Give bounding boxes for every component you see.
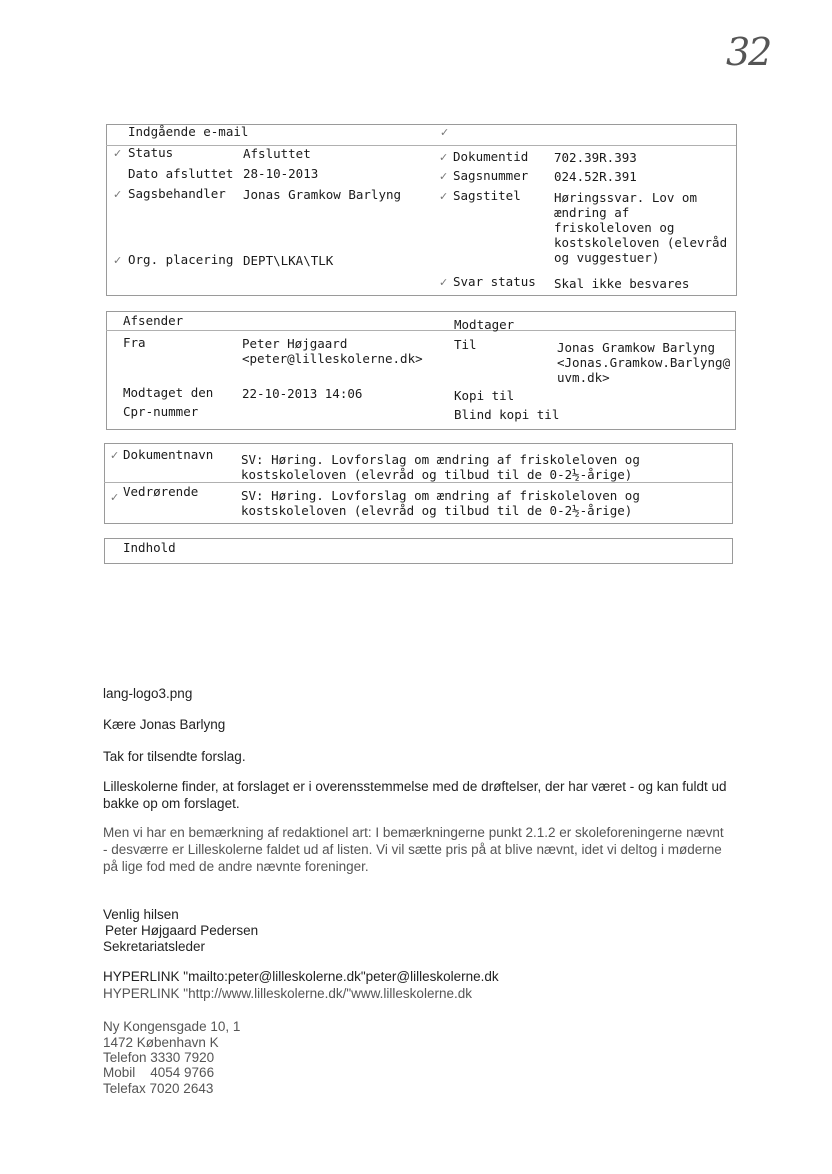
received-label: Modtaget den [123, 385, 214, 400]
reply-status-label: Svar status [453, 274, 536, 289]
org-check-icon: ✓ [113, 254, 123, 267]
signer-title: Sekretariatsleder [103, 939, 206, 954]
case-title-value: Høringssvar. Lov om ændring af friskoleloven og kostskoleloven (elevråd og vuggestuer) [554, 190, 728, 265]
from-label: Fra [123, 335, 146, 350]
status-check-icon: ✓ [113, 147, 123, 160]
signer-name: Peter Højgaard Pedersen [105, 923, 259, 938]
mobile: Mobil 4054 9766 [103, 1065, 215, 1080]
closed-date-value: 28-10-2013 [243, 166, 319, 181]
page-number: 32 [726, 30, 771, 74]
casetitle-check-icon: ✓ [439, 190, 449, 203]
received-value: 22-10-2013 14:06 [242, 386, 363, 401]
phone: Telefon 3330 7920 [103, 1050, 215, 1065]
document-name-label: Dokumentnavn [123, 447, 214, 462]
paragraph-2: Men vi har en bemærkning af redaktionel art: I bemærkningerne punkt 2.1.2 er skoleforeningerne nævnt - desværre er Lilleskolerne faldet ud af listen. Vi vil sætte pris på at blive nævnt, idet vi deltog i møderne på lige fod med de andre nævnte foreninger. [103, 825, 724, 874]
receiver-header: Modtager [454, 317, 515, 332]
to-name: Jonas Gramkow Barlyng [557, 340, 716, 355]
reply-status-check-icon: ✓ [439, 276, 449, 289]
closing: Venlig hilsen [103, 907, 179, 922]
subject-value: SV: Høring. Lovforslag om ændring af friskoleloven og kostskoleloven (elevråd og tilbud til de 0-2½-årige) [241, 488, 640, 518]
case-number-value: 024.52R.391 [554, 169, 637, 184]
reply-status-value: Skal ikke besvares [554, 276, 690, 291]
web-hyperlink: HYPERLINK "http://www.lilleskolerne.dk/"www.lilleskolerne.dk [103, 986, 472, 1001]
email-hyperlink: HYPERLINK "mailto:peter@lilleskolerne.dk"peter@lilleskolerne.dk [103, 969, 499, 984]
docid-check-icon: ✓ [439, 151, 449, 164]
fax: Telefax 7020 2643 [103, 1081, 214, 1096]
content-box [104, 538, 733, 564]
logo-filename: lang-logo3.png [103, 686, 193, 701]
case-title-label: Sagstitel [453, 188, 521, 203]
greeting: Kære Jonas Barlyng [103, 717, 226, 732]
cc-label: Kopi til [454, 388, 515, 403]
cpr-label: Cpr-nummer [123, 404, 199, 419]
docid-label: Dokumentid [453, 149, 529, 164]
org-placement-value: DEPT\LKA\TLK [243, 253, 334, 268]
from-name: Peter Højgaard [242, 336, 348, 351]
caseworker-check-icon: ✓ [113, 188, 123, 201]
address-line-2: 1472 København K [103, 1035, 219, 1050]
email-type-title: Indgående e-mail [128, 124, 249, 139]
to-label: Til [454, 337, 477, 352]
subject-check-icon: ✓ [110, 491, 120, 504]
paragraph-1: Lilleskolerne finder, at forslaget er i overensstemmelse med de drøftelser, der har været - og kan fuldt ud bakke op om forslaget. [103, 779, 727, 811]
from-email: <peter@lilleskolerne.dk> [242, 351, 423, 366]
to-email: <Jonas.Gramkow.Barlyng@uvm.dk> [557, 355, 731, 385]
sender-header: Afsender [123, 313, 184, 328]
caseworker-label: Sagsbehandler [128, 186, 226, 201]
status-label: Status [128, 145, 174, 160]
closed-date-label: Dato afsluttet [128, 166, 234, 181]
docname-check-icon: ✓ [110, 449, 120, 462]
address-line-1: Ny Kongensgade 10, 1 [103, 1019, 241, 1034]
docid-value: 702.39R.393 [554, 150, 637, 165]
thanks-line: Tak for tilsendte forslag. [103, 749, 246, 764]
subject-label: Vedrørende [123, 484, 199, 499]
status-value: Afsluttet [243, 146, 311, 161]
casenum-check-icon: ✓ [439, 170, 449, 183]
bcc-label: Blind kopi til [454, 407, 560, 422]
document-name-value: SV: Høring. Lovforslag om ændring af friskoleloven og kostskoleloven (elevråd og tilbud til de 0-2½-årige) [241, 452, 640, 482]
caseworker-value: Jonas Gramkow Barlyng [243, 187, 402, 202]
title-check-icon: ✓ [440, 126, 450, 139]
case-number-label: Sagsnummer [453, 168, 529, 183]
org-placement-label: Org. placering [128, 252, 234, 267]
content-label: Indhold [123, 540, 176, 555]
